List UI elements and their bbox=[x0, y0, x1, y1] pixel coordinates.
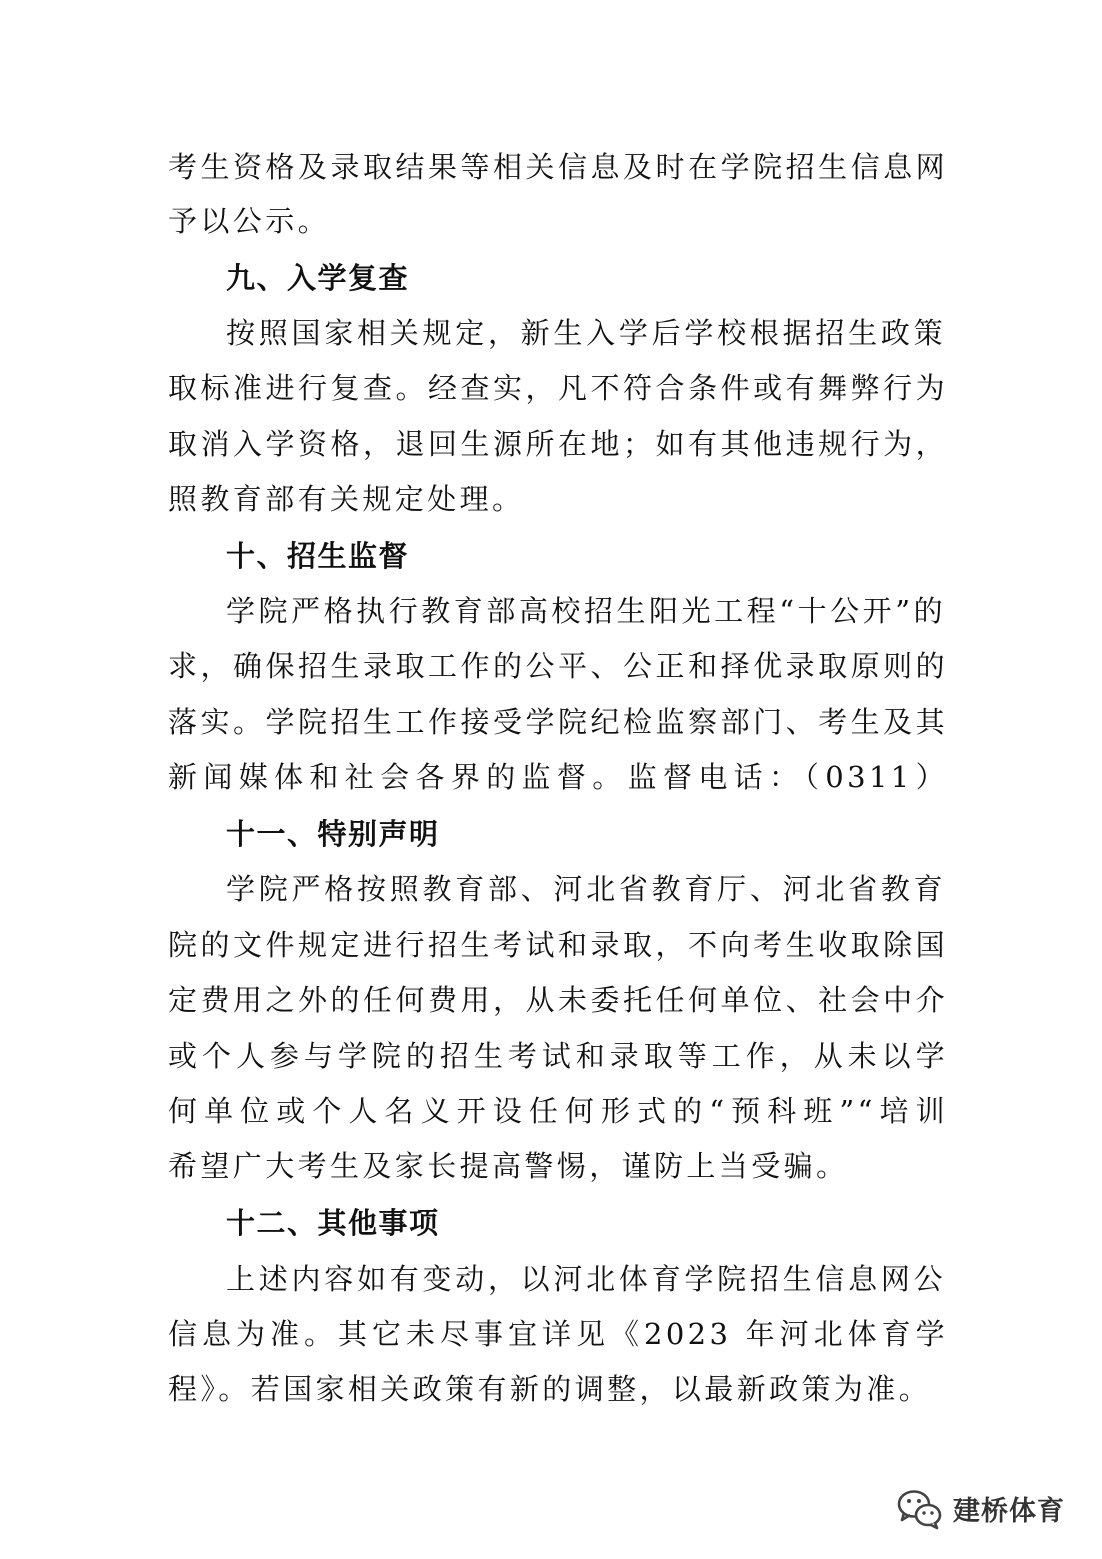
section-heading-11: 十一、特别声明 bbox=[226, 817, 440, 851]
body-line: 按照国家相关规定，新生入学后学校根据招生政策 bbox=[226, 316, 946, 350]
wechat-icon bbox=[895, 1486, 943, 1530]
section-heading-9: 九、入学复查 bbox=[226, 261, 410, 295]
body-line: 考生资格及录取结果等相关信息及时在学院招生信息网 bbox=[168, 150, 948, 184]
body-line: 何单位或个人名义开设任何形式的“预科班”“培训 bbox=[168, 1094, 948, 1128]
body-line: 学院严格按照教育部、河北省教育厅、河北省教育 bbox=[226, 872, 946, 906]
body-line: 新闻媒体和社会各界的监督。监督电话：（0311） bbox=[168, 760, 948, 794]
body-line: 程》。若国家相关政策有新的调整，以最新政策为准。 bbox=[168, 1372, 932, 1406]
body-line: 希望广大考生及家长提高警惕，谨防上当受骗。 bbox=[168, 1149, 849, 1183]
body-line: 上述内容如有变动，以河北体育学院招生信息网公 bbox=[226, 1262, 946, 1296]
section-heading-12: 十二、其他事项 bbox=[226, 1206, 440, 1240]
body-line: 予以公示。 bbox=[168, 204, 331, 238]
body-line: 学院严格执行教育部高校招生阳光工程“十公开”的 bbox=[226, 594, 946, 628]
body-line: 求，确保招生录取工作的公平、公正和择优录取原则的 bbox=[168, 649, 948, 683]
body-line: 取标准进行复查。经查实，凡不符合条件或有舞弊行为 bbox=[168, 371, 948, 405]
body-line: 取消入学资格，退回生源所在地；如有其他违规行为， bbox=[168, 427, 948, 461]
body-line: 定费用之外的任何费用，从未委托任何单位、社会中介 bbox=[168, 983, 948, 1017]
body-line: 院的文件规定进行招生考试和录取，不向考生收取除国 bbox=[168, 928, 948, 962]
body-line: 落实。学院招生工作接受学院纪检监察部门、考生及其 bbox=[168, 705, 948, 739]
body-line: 信息为准。其它未尽事宜详见《2023 年河北体育学 bbox=[168, 1317, 948, 1351]
body-line: 照教育部有关规定处理。 bbox=[168, 482, 525, 516]
section-heading-10: 十、招生监督 bbox=[226, 539, 410, 573]
wechat-watermark bbox=[895, 1486, 1065, 1530]
watermark-text: 建桥体育 bbox=[953, 1495, 1065, 1527]
body-line: 或个人参与学院的招生考试和录取等工作，从未以学 bbox=[168, 1039, 948, 1073]
